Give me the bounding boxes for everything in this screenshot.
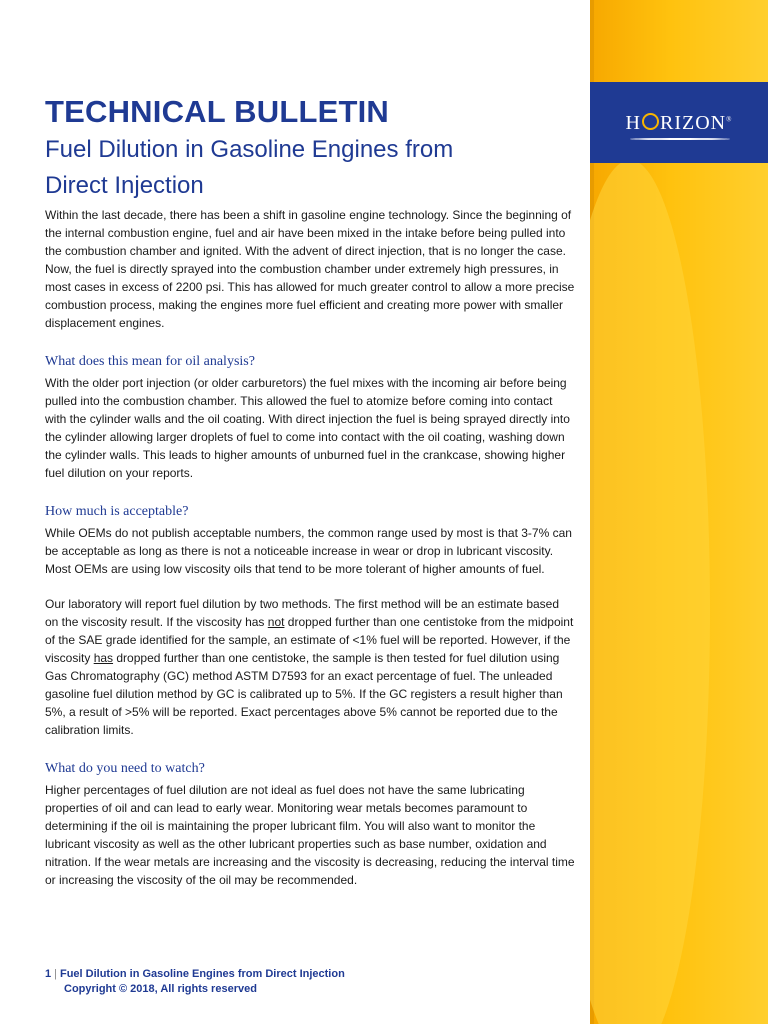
footer-copyright: Copyright © 2018, All rights reserved (64, 983, 257, 995)
page-subtitle (45, 132, 575, 204)
logo-text-start: H (625, 111, 641, 134)
subtitle-line-1: Fuel Dilution in Gasoline Engines from (45, 136, 454, 163)
section-heading-acceptable: How much is acceptable? (45, 504, 189, 519)
logo-underline (630, 138, 731, 140)
logo-text-end: RIZON (660, 111, 727, 134)
subtitle-line-2: Direct Injection (45, 172, 204, 199)
text-segment: dropped further than one centistoke from the midpoint of the SAE grade identified for the sample, an estimate of <1% fuel will be reported. However, if the viscosity (45, 615, 574, 665)
horizon-logo (590, 82, 768, 163)
section-body-acceptable-2 (45, 595, 575, 739)
logo-wordmark (626, 113, 733, 133)
page-title: TECHNICAL BULLETIN (45, 94, 390, 129)
section-body-oil-analysis: With the older port injection (or older carburetors) the fuel mixes with the incoming air before being pulled into the combustion chamber. This allowed the fuel to atomize before coming into contact with the cylinder walls and the oil coating. With direct injection the fuel is being sprayed directly into the cylinder allowing larger droplets of fuel to come into contact with the oil coating, washing down the cylinder walls. This leads to higher amounts of unburned fuel in the crankcase, showing higher fuel dilution on your reports. (45, 376, 570, 480)
intro-paragraph: Within the last decade, there has been a shift in gasoline engine technology. Since the beginning of the internal combustion engine, fuel and air have been mixed in the intake before being pulled into the combustion chamber and ignited. With the advent of direct injection, that is no longer the case. Now, the fuel is directly sprayed into the combustion chamber under extremely high pressures, in most cases in excess of 2200 psi. This has allowed for much greater control to allow a more precise combustion process, making the engines more fuel efficient and creating more power with smaller displacement engines. (45, 208, 575, 330)
text-segment: Our laboratory will report fuel dilution by two methods. The first method will be an estimate based on the viscosity result. If the viscosity has (45, 597, 560, 629)
footer-separator: | (54, 968, 57, 980)
section-body-acceptable-1: While OEMs do not publish acceptable numbers, the common range used by most is that 3-7% can be acceptable as long as there is not a noticeable increase in wear or drop in lubricant viscosity. Most OEMs are using low viscosity oils that tend to be more tolerant of higher amounts of fuel. (45, 526, 572, 576)
logo-ring-icon (642, 113, 659, 130)
footer-doc-title: Fuel Dilution in Gasoline Engines from Direct Injection (59, 968, 345, 980)
text-segment: dropped further than one centistoke, the sample is then tested for fuel dilution using Gas Chromatography (GC) method ASTM D7593 for an exact percentage of fuel. The unleaded gasoline fuel dilution method by GC is calibrated up to 5%. If the GC registers a result higher than 5%, a result of >5% will be reported. Exact percentages above 5% cannot be reported due to the calibration limits. (45, 651, 563, 737)
page-number: 1 (45, 968, 52, 980)
underlined-word-not: not (267, 615, 285, 629)
section-heading-oil-analysis: What does this mean for oil analysis? (45, 354, 255, 369)
logo-registered-mark: ® (726, 114, 733, 123)
footer-line-1 (45, 967, 345, 982)
section-heading-watch: What do you need to watch? (45, 761, 205, 776)
bulletin-content (45, 92, 575, 889)
underlined-word-has: has (93, 651, 114, 665)
page-footer (45, 967, 345, 997)
sidebar-swoosh (590, 160, 710, 1024)
section-body-watch: Higher percentages of fuel dilution are not ideal as fuel does not have the same lubricating properties of oil and can lead to early wear. Monitoring wear metals becomes paramount to determining if the oil is maintaining the proper lubricant film. You will also want to monitor the lubricant viscosity as well as the other lubricant properties such as base number, oxidation and nitration. If the wear metals are increasing and the viscosity is decreasing, reducing the interval time or increasing the viscosity of the oil may be recommended. (45, 783, 575, 887)
